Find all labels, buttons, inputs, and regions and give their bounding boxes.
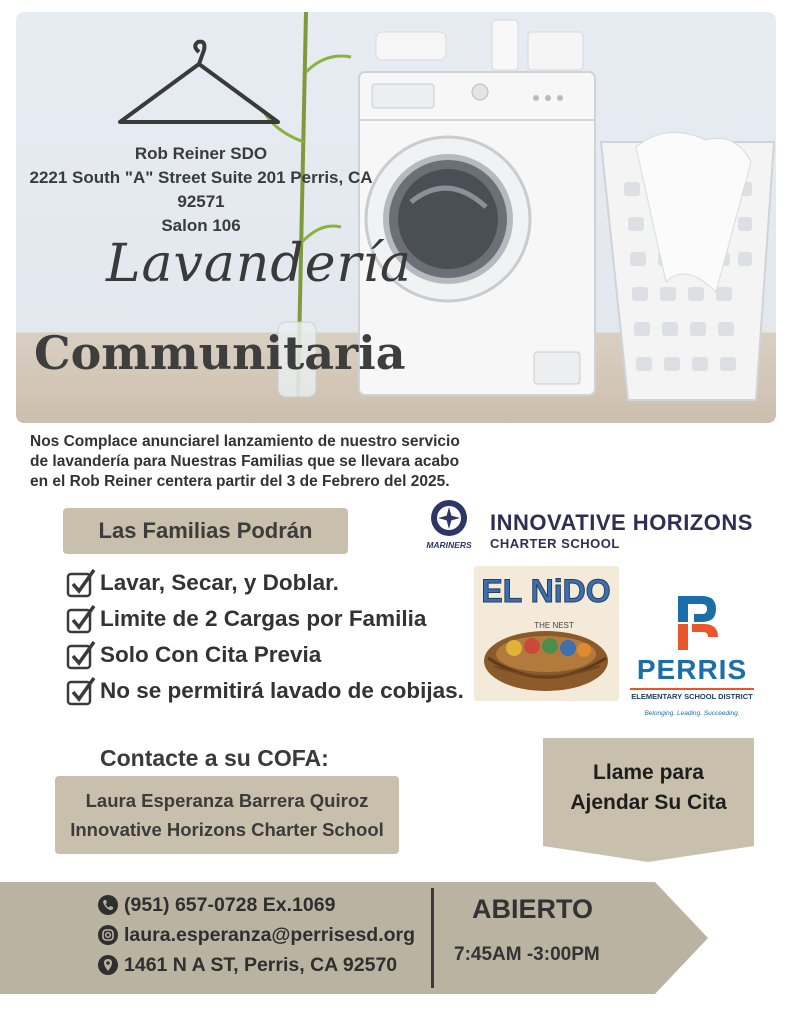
- mariners-logo: [424, 498, 484, 552]
- address-block: [16, 142, 386, 238]
- nest-illustration: [474, 566, 619, 701]
- cofa-contact-box: [55, 776, 399, 854]
- intro-paragraph: [30, 432, 480, 492]
- perris-mark-icon: [674, 592, 722, 654]
- instagram-icon: [98, 925, 118, 945]
- phone-text[interactable]: (951) 657-0728 Ex.1069: [124, 893, 336, 916]
- open-hours: 7:45AM -3:00PM: [454, 944, 600, 965]
- list-item: [66, 565, 486, 601]
- nido-subtitle: THE NEST: [534, 621, 574, 630]
- main-title: Communitaria: [34, 326, 406, 380]
- list-item-text: Solo Con Cita Previa: [100, 642, 322, 667]
- hero-photo: [16, 12, 776, 423]
- footer-email: [98, 921, 415, 949]
- perris-title: PERRIS: [636, 654, 748, 685]
- innovative-horizons-title: INNOVATIVE HORIZONS: [490, 510, 753, 535]
- service-checklist: [66, 565, 486, 709]
- contact-heading: Contacte a su COFA:: [100, 745, 329, 771]
- address-line: 92571: [177, 192, 225, 211]
- list-item: [66, 673, 486, 709]
- script-title: Lavandería: [106, 234, 412, 294]
- footer-address: [98, 951, 397, 979]
- footer-phone: [98, 891, 335, 919]
- perris-subtitle: ELEMENTARY SCHOOL DISTRICT: [631, 692, 753, 701]
- intro-line: de lavandería para Nuestras Familias que se llevara acabo: [30, 453, 460, 470]
- intro-line: Nos Complace anunciarel lanzamiento de nuestro servicio: [30, 433, 460, 450]
- familias-heading: Las Familias Podrán: [63, 508, 348, 554]
- callout-line: Llame para: [593, 761, 704, 784]
- perris-tagline: Belonging. Leading. Succeeding.: [644, 710, 740, 717]
- checkbox-check-icon: [66, 640, 96, 670]
- checkbox-check-icon: [66, 568, 96, 598]
- phone-icon: [98, 895, 118, 915]
- list-item-text: Lavar, Secar, y Doblar.: [100, 570, 339, 595]
- footer-divider: [431, 888, 434, 988]
- location-pin-icon: [98, 955, 118, 975]
- checkbox-check-icon: [66, 676, 96, 706]
- el-nido-logo: [474, 566, 619, 701]
- address-line: Rob Reiner SDO: [134, 144, 268, 163]
- list-item-text: No se permitirá lavado de cobijas.: [100, 678, 464, 703]
- list-item-text: Limite de 2 Cargas por Familia: [100, 606, 427, 631]
- address-line: Salon 106: [161, 216, 241, 235]
- list-item: [66, 601, 486, 637]
- nido-title: EL NiDO: [481, 573, 611, 609]
- list-item: [66, 637, 486, 673]
- address-text: 1461 N A ST, Perris, CA 92570: [124, 953, 398, 976]
- cofa-name: Laura Esperanza Barrera Quiroz: [85, 790, 369, 811]
- hanger-icon: [120, 42, 278, 122]
- mariners-label: MARINERS: [426, 540, 472, 550]
- email-link[interactable]: laura.esperanza@perrisesd.org: [124, 923, 416, 946]
- open-label: ABIERTO: [472, 894, 594, 924]
- intro-line: en el Rob Reiner centera partir del 3 de Febrero del 2025.: [30, 473, 450, 490]
- address-line: 2221 South "A" Street Suite 201 Perris, CA: [29, 168, 373, 187]
- cofa-school: Innovative Horizons Charter School: [70, 819, 384, 840]
- innovative-horizons-subtitle: CHARTER SCHOOL: [490, 536, 620, 551]
- call-callout: [543, 758, 754, 818]
- perris-rule: [630, 688, 754, 690]
- checkbox-check-icon: [66, 604, 96, 634]
- callout-line: Ajendar Su Cita: [570, 791, 727, 814]
